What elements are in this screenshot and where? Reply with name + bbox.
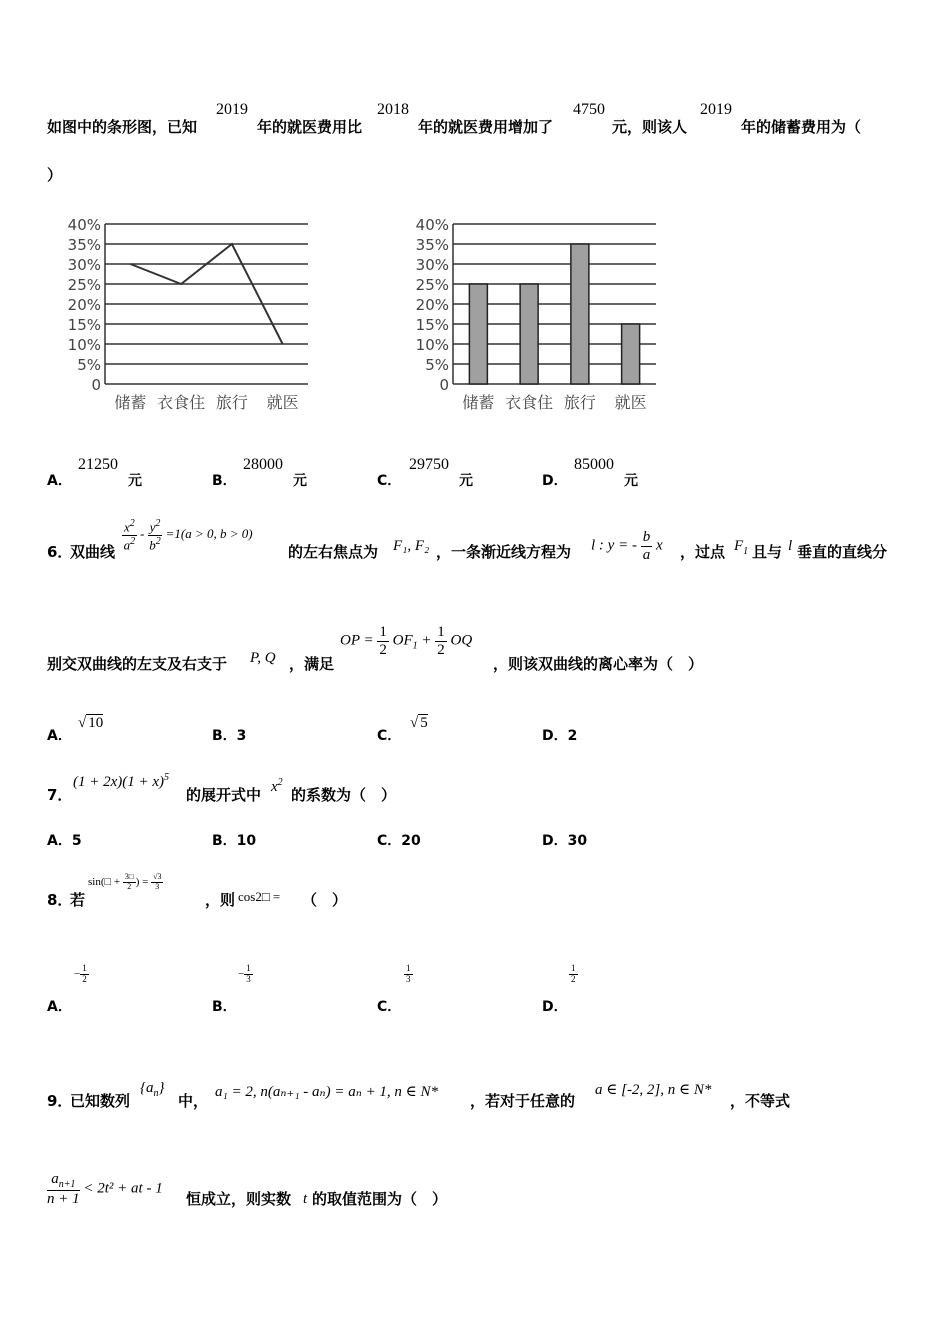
- q5-option-a-unit: 元: [128, 473, 142, 489]
- y-tick-label: 40%: [415, 216, 449, 234]
- x-tick-label: 旅行: [563, 393, 596, 412]
- q5-amount: 4750: [573, 101, 605, 118]
- q7-option-c: [377, 830, 421, 850]
- bars: [469, 244, 639, 384]
- q5-option-c-unit: 元: [459, 473, 473, 489]
- y-tick-label: 0: [91, 376, 101, 394]
- q7-x2: $x^2$: [271, 777, 283, 795]
- q6-foci: F₁, F₂: [393, 538, 430, 554]
- q5-text: 年的储蓄费用为（: [741, 118, 862, 136]
- q5-text: 年的就医费用比: [257, 118, 363, 136]
- q7-option-b-value: 10: [236, 833, 257, 849]
- q5-text: ）: [47, 166, 63, 184]
- q5-option-a-label: A．: [47, 473, 72, 489]
- q5-stem: [47, 116, 197, 137]
- y-tick-label: 15%: [67, 316, 101, 334]
- q7-option-a-value: 5: [71, 833, 82, 849]
- y-tick-label: 20%: [415, 296, 449, 314]
- y-tick-label: 35%: [415, 236, 449, 254]
- q8-option-b-value: [238, 964, 253, 985]
- q7-option-c-label: C．: [377, 833, 402, 849]
- q8-option-a-num: 1: [82, 963, 87, 973]
- q9-recurrence: a₁ = 2, n(aₙ₊₁ - aₙ) = aₙ + 1, n ∈ N*: [215, 1084, 439, 1100]
- y-tick-label: 10%: [415, 336, 449, 354]
- q7-expr-text: (1 + 2x)(1 + x): [73, 774, 165, 790]
- q7-option-c-value: 20: [401, 833, 421, 849]
- q6-option-c-radicand: 5: [420, 715, 428, 731]
- x-tick-labels: [462, 393, 646, 412]
- q6-option-b-value: 3: [236, 728, 247, 744]
- bar: [469, 284, 487, 384]
- y-tick-label: 5%: [77, 356, 101, 374]
- q6-text: 且与: [752, 543, 783, 561]
- q6-option-d-label: D．: [542, 728, 568, 744]
- q9-text: ，不等式: [730, 1092, 791, 1110]
- bar-chart: [403, 212, 673, 422]
- q8-sin-expr: sin(□ + $\frac{3□}{2}$ ) = $\frac{√3}{3}$: [88, 872, 162, 891]
- line-chart: [55, 212, 325, 422]
- q6-option-a-radicand: 10: [88, 715, 104, 731]
- q9-t-var: t: [303, 1191, 308, 1207]
- q7-option-a: [47, 830, 82, 850]
- y-tick-labels: [68, 216, 101, 394]
- q6-l: l: [788, 538, 793, 554]
- q7-option-b-label: B．: [212, 833, 237, 849]
- q5-option-c-value: 29750: [409, 456, 449, 473]
- q7-number: 7．: [47, 786, 73, 804]
- q5-option-b-label: B．: [212, 473, 237, 489]
- x-tick-label: 就医: [614, 393, 647, 412]
- q7-text: 的系数为（ ）: [291, 786, 397, 804]
- q6-option-a-label: A．: [47, 728, 72, 744]
- q8-cos-expr: cos2□ =: [238, 889, 281, 904]
- q6-text: 垂直的直线分: [797, 543, 888, 561]
- q8-text: ，则: [205, 891, 236, 909]
- y-tick-label: 25%: [67, 276, 101, 294]
- q6-number: 6．: [47, 543, 73, 561]
- q8-sin-text: sin(□ +: [88, 875, 123, 888]
- q8-option-a-value: [74, 964, 89, 985]
- q8-option-a-label: A．: [47, 999, 72, 1015]
- y-tick-label: 30%: [415, 256, 449, 274]
- q8-option-b-sign: −: [238, 967, 245, 980]
- x-tick-label: 衣食住: [505, 393, 554, 412]
- bar: [571, 244, 589, 384]
- q5-option-b-unit: 元: [293, 473, 307, 489]
- q8-option-b-num: 1: [246, 963, 251, 973]
- q6-text: ，一条渐近线方程为: [436, 543, 572, 561]
- q6-option-c-label: C．: [377, 728, 402, 744]
- y-tick-label: 25%: [415, 276, 449, 294]
- q9-text: 恒成立，则实数: [186, 1190, 292, 1208]
- x-tick-label: 储蓄: [114, 393, 147, 412]
- q8-option-c-den: 3: [406, 973, 411, 984]
- q9-text: 已知数列: [70, 1092, 131, 1110]
- q5-year3: 2019: [700, 101, 732, 118]
- q6-option-c-value: √ 5: [410, 715, 428, 731]
- q8-option-d-num: 1: [571, 963, 576, 973]
- q8-option-c-num: 1: [406, 963, 411, 973]
- q8-option-a-sign: −: [74, 967, 81, 980]
- q8-text: 若: [70, 891, 86, 909]
- q6-option-a-value: √ 10: [78, 715, 104, 731]
- bar: [622, 324, 640, 384]
- y-tick-label: 5%: [425, 356, 449, 374]
- q8-option-c-label: C．: [377, 999, 402, 1015]
- q9-domain: a ∈ [-2, 2], n ∈ N*: [595, 1082, 712, 1098]
- q8-option-a-den: 2: [82, 973, 87, 984]
- q6-vector-eq: OP = $\frac{1}{2}$ $OF_1$ + $\frac{1}{2}$ OQ: [340, 624, 473, 658]
- q7-option-a-label: A．: [47, 833, 72, 849]
- q6-text: 双曲线: [70, 543, 116, 561]
- y-tick-label: 0: [439, 376, 449, 394]
- y-tick-label: 30%: [67, 256, 101, 274]
- q6-asym-text: l : y = -: [591, 537, 637, 554]
- q6-pq: P, Q: [250, 650, 276, 666]
- q9-sequence: $\{a_n\}$: [140, 1080, 165, 1099]
- q5-year1: 2019: [216, 101, 248, 118]
- y-tick-label: 15%: [415, 316, 449, 334]
- q6-option-d-value: 2: [567, 728, 578, 744]
- q8-option-b-den: 3: [246, 973, 251, 984]
- q9-text: 的取值范围为（ ）: [312, 1190, 448, 1208]
- q6-option-b: [212, 725, 246, 745]
- q6-text: 别交双曲线的左支及右支于: [47, 655, 228, 673]
- q8-option-d-den: 2: [571, 973, 576, 984]
- y-tick-label: 20%: [67, 296, 101, 314]
- q8-text: （ ）: [302, 891, 348, 909]
- chart-grid: [105, 224, 308, 384]
- q9-number: 9．: [47, 1092, 73, 1110]
- q7-option-b: [212, 830, 256, 850]
- q7-option-d-label: D．: [542, 833, 568, 849]
- q7-exponent: 5: [164, 772, 170, 783]
- q7-option-d-value: 30: [567, 833, 588, 849]
- q5-option-d-value: 85000: [574, 456, 614, 473]
- q8-option-c-value: [404, 964, 413, 985]
- x-tick-label: 就医: [266, 393, 299, 412]
- bar: [520, 284, 538, 384]
- q7-text: 的展开式中: [186, 786, 262, 804]
- x-tick-label: 衣食住: [157, 393, 206, 412]
- q8-option-b-label: B．: [212, 999, 237, 1015]
- q7-option-d: [542, 830, 587, 850]
- q5-option-d-label: D．: [542, 473, 568, 489]
- series-line: [130, 244, 282, 344]
- q6-option-d: [542, 725, 577, 745]
- q6-hyperbola-eq: $\frac{x^2}{a^2}$ - $\frac{y^2}{b^2}$ =1(a > 0, b > 0): [123, 518, 253, 552]
- y-tick-label: 10%: [67, 336, 101, 354]
- y-tick-label: 35%: [67, 236, 101, 254]
- x-tick-labels: [114, 393, 298, 412]
- q8-option-d-value: [569, 964, 578, 985]
- q6-text: 的左右焦点为: [288, 543, 379, 561]
- x-tick-label: 储蓄: [462, 393, 495, 412]
- y-tick-label: 40%: [67, 216, 101, 234]
- q5-option-b-value: 28000: [243, 456, 283, 473]
- q7-expr: [73, 772, 169, 791]
- q8-number: 8．: [47, 891, 73, 909]
- q6-f1: $F_1$: [734, 538, 749, 557]
- q6-condition: =1(a > 0, b > 0): [165, 526, 253, 542]
- y-tick-labels: [416, 216, 449, 394]
- q9-text: 中，: [178, 1092, 209, 1110]
- x-tick-label: 旅行: [215, 393, 248, 412]
- q5-option-a-value: 21250: [78, 456, 118, 473]
- q9-inequality: $\frac{a_{n+1}}{n + 1}$ < 2t² + at - 1: [47, 1171, 163, 1207]
- q9-text: ，若对于任意的: [470, 1092, 576, 1110]
- q6-text: ，则该双曲线的离心率为（ ）: [493, 655, 704, 673]
- q5-text: 元，则该人: [612, 118, 688, 136]
- q5-year2: 2018: [377, 101, 409, 118]
- q6-asymptote: l : y = - $\frac{b}{a}$ x: [591, 529, 663, 563]
- q6-text: ，过点: [680, 543, 726, 561]
- q9-ineq-text: < 2t² + at - 1: [83, 1180, 163, 1197]
- q8-option-d-label: D．: [542, 999, 568, 1015]
- q6-option-b-label: B．: [212, 728, 237, 744]
- q5-option-c-label: C．: [377, 473, 402, 489]
- q6-text: ，满足: [289, 655, 335, 673]
- q5-text: 年的就医费用增加了: [418, 118, 554, 136]
- q5-text: 如图中的条形图，已知: [47, 118, 198, 136]
- q5-option-d-unit: 元: [624, 473, 638, 489]
